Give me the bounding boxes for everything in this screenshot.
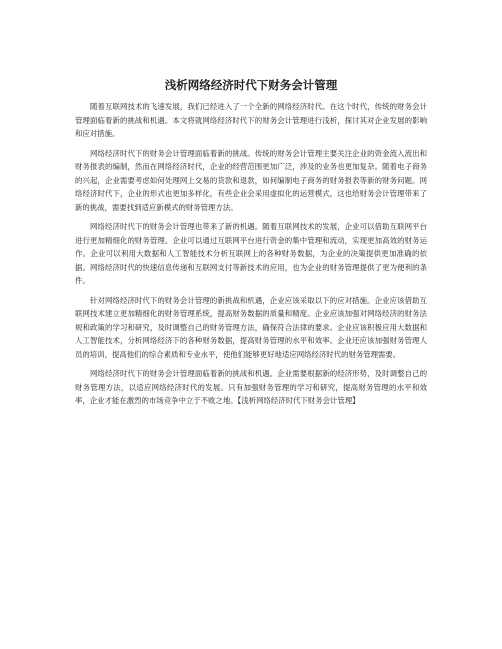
paragraph-measures: 针对网络经济时代下的财务会计管理的新挑战和机遇，企业应该采取以下的应对措施。企业应该借助互联网技术建立更加精细化的财务管理系统，提高财务数据的质量和精度。企业应该加强对网络经济的财务法规和政策的学习和研究，及时调整自己的财务管理方法，确保符合法律的要求。企业应该积极应用大数据和人工智能技术，分析网络经济下的各种财务数据，提高财务管理的水平和效率。企业还应该加强财务管理人员的培训，提高他们的综合素质和专业水平，使他们能够更好地适应网络经济时代的财务管理需要。 (75, 295, 427, 359)
document-title: 浅析网络经济时代下财务会计管理 (164, 78, 338, 92)
paragraph-challenges: 网络经济时代下的财务会计管理面临着新的挑战。传统的财务会计管理主要关注企业的资金流入流出和财务报表的编制，然而在网络经济时代，企业的经营范围更加广泛，涉及的业务也更加复杂。随着电子商务的兴起，企业需要考虑如何处理网上交易的货款和退款，如何编制电子商务的财务报表等新的财务问题。网络经济时代下，企业的形式也更加多样化，有些企业会采用虚拟化的运营模式，这也给财务会计管理带来了新的挑战，需要找到适应新模式的财务管理方法。 (75, 148, 427, 212)
paragraph-conclusion: 网络经济时代下的财务会计管理面临着新的挑战和机遇。企业需要根据新的经济形势，及时调整自己的财务管理方法，以适应网络经济时代的发展。只有加强财务管理的学习和研究，提高财务管理的水平和效率，企业才能在激烈的市场竞争中立于不败之地。【浅析网络经济时代下财务会计管理】 (75, 369, 427, 405)
document-page (75, 78, 427, 414)
paragraph-intro: 随着互联网技术的飞速发展，我们已经进入了一个全新的网络经济时代。在这个时代，传统的财务会计管理面临着新的挑战和机遇。本文将就网络经济时代下的财务会计管理进行浅析，探讨其对企业发展的影响和应对措施。 (75, 102, 427, 138)
paragraph-opportunities: 网络经济时代下的财务会计管理也带来了新的机遇。随着互联网技术的发展，企业可以借助互联网平台进行更加精细化的财务管理。企业可以通过互联网平台进行资金的集中管理和流动，实现更加高效的财务运作。企业可以利用大数据和人工智能技术分析互联网上的各种财务数据，为企业的决策提供更加准确的依据。网络经济时代的快速信息传递和互联网支付等新技术的应用，也为企业的财务管理提供了更为便利的条件。 (75, 222, 427, 285)
